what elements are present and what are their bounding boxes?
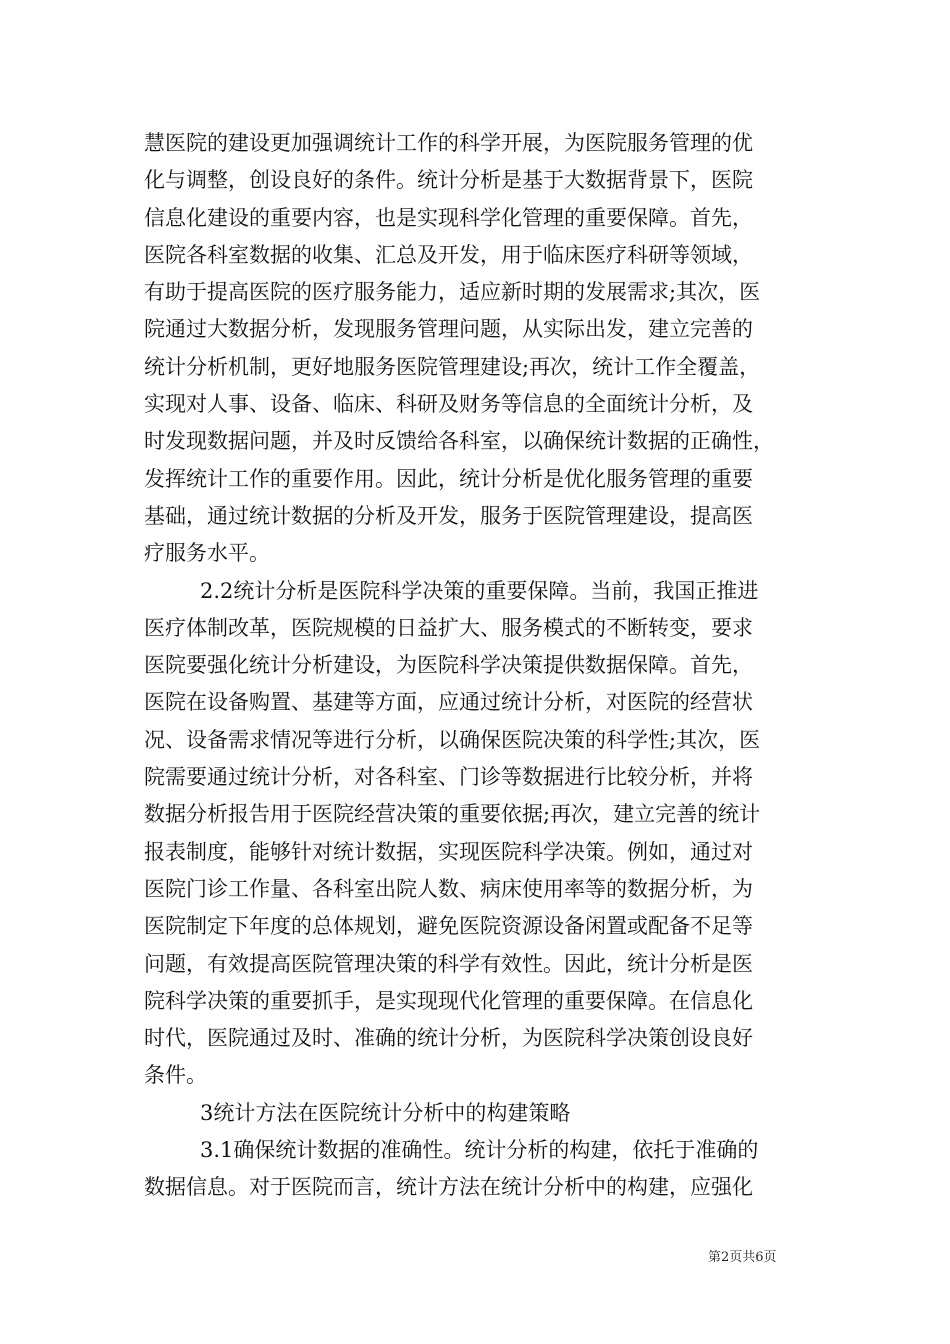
text-line: 慧医院的建设更加强调统计工作的科学开展，为医院服务管理的优	[144, 131, 753, 155]
text-line: 化与调整，创设良好的条件。统计分析是基于大数据背景下，医院	[144, 168, 753, 193]
text-line: 时发现数据问题，并及时反馈给各科室，以确保统计数据的正确性，	[144, 429, 774, 454]
paragraph-start-line: 3.1确保统计数据的准确性。统计分析的构建，依托于准确的	[200, 1138, 759, 1163]
body-text	[144, 125, 810, 1207]
text-line: 统计分析机制，更好地服务医院管理建设;再次，统计工作全覆盖，	[144, 354, 761, 379]
text-line: 医院各科室数据的收集、汇总及开发，用于临床医疗科研等领域，	[144, 242, 753, 267]
text-line: 问题，有效提高医院管理决策的科学有效性。因此，统计分析是医	[144, 951, 753, 976]
section-heading: 3统计方法在医院统计分析中的构建策略	[200, 1100, 571, 1125]
text-line: 发挥统计工作的重要作用。因此，统计分析是优化服务管理的重要	[144, 466, 753, 491]
text-line: 况、设备需求情况等进行分析，以确保医院决策的科学性;其次，医	[144, 727, 761, 752]
text-line: 基础，通过统计数据的分析及开发，服务于医院管理建设，提高医	[144, 503, 753, 528]
text-line: 条件。	[144, 1063, 207, 1088]
text-line: 医院制定下年度的总体规划，避免医院资源设备闲置或配备不足等	[144, 914, 753, 939]
page-number-footer: 第2页共6页	[708, 1250, 777, 1265]
text-line: 院科学决策的重要抓手，是实现现代化管理的重要保障。在信息化	[144, 988, 753, 1013]
text-line: 数据信息。对于医院而言，统计方法在统计分析中的构建，应强化	[144, 1175, 753, 1200]
text-line: 信息化建设的重要内容，也是实现科学化管理的重要保障。首先，	[144, 205, 753, 230]
text-line: 医院门诊工作量、各科室出院人数、病床使用率等的数据分析，为	[144, 876, 753, 901]
text-line: 有助于提高医院的医疗服务能力，适应新时期的发展需求;其次，医	[144, 280, 761, 305]
text-line: 院需要通过统计分析，对各科室、门诊等数据进行比较分析，并将	[144, 765, 753, 790]
text-line: 数据分析报告用于医院经营决策的重要依据;再次，建立完善的统计	[144, 802, 761, 827]
text-line: 医院要强化统计分析建设，为医院科学决策提供数据保障。首先，	[144, 653, 753, 678]
text-line: 院通过大数据分析，发现服务管理问题，从实际出发，建立完善的	[144, 317, 753, 342]
text-line: 医院在设备购置、基建等方面，应通过统计分析，对医院的经营状	[144, 690, 753, 715]
paragraph-start-line: 2.2统计分析是医院科学决策的重要保障。当前，我国正推进	[200, 578, 759, 603]
text-line: 实现对人事、设备、临床、科研及财务等信息的全面统计分析，及	[144, 392, 753, 417]
text-line: 时代，医院通过及时、准确的统计分析，为医院科学决策创设良好	[144, 1026, 753, 1051]
text-line: 疗服务水平。	[144, 541, 270, 566]
text-line: 报表制度，能够针对统计数据，实现医院科学决策。例如，通过对	[144, 839, 753, 864]
text-line: 医疗体制改革，医院规模的日益扩大、服务模式的不断转变，要求	[144, 615, 753, 640]
